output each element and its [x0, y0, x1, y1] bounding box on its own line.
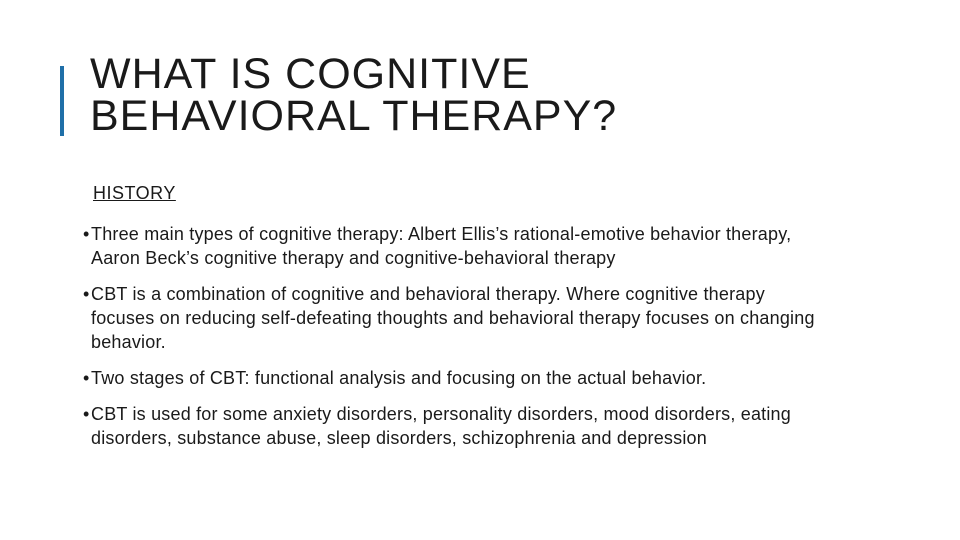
bullet-text: Two stages of CBT: functional analysis and focusing on the actual behavior.: [91, 368, 707, 388]
bullet-text: CBT is a combination of cognitive and behavioral therapy. Where cognitive therapy focuses on reducing self-defeating thoughts and behavioral therapy focuses on changing behavior.: [91, 284, 815, 352]
title-accent-bar: [60, 66, 64, 136]
section-heading-history: HISTORY: [93, 183, 176, 203]
bullet-list: [83, 222, 871, 462]
bullet-item: [83, 366, 871, 390]
bullet-text: CBT is used for some anxiety disorders, personality disorders, mood disorders, eating disorders, substance abuse, sleep disorders, schizophrenia and depression: [91, 404, 791, 448]
bullet-marker: •: [83, 404, 90, 424]
slide-title-line-1: WHAT IS COGNITIVE: [90, 50, 531, 98]
bullet-item: [83, 282, 831, 354]
bullet-item: [83, 222, 821, 270]
slide-title-line-2: BEHAVIORAL THERAPY?: [90, 92, 618, 140]
bullet-item: [83, 402, 846, 450]
bullet-marker: •: [83, 368, 90, 388]
bullet-text: Three main types of cognitive therapy: Albert Ellis’s rational-emotive behavior therapy, Aaron Beck’s cognitive therapy and cognitive-behavioral therapy: [91, 224, 792, 268]
bullet-marker: •: [83, 224, 90, 244]
bullet-marker: •: [83, 284, 90, 304]
slide-title: [90, 50, 930, 140]
